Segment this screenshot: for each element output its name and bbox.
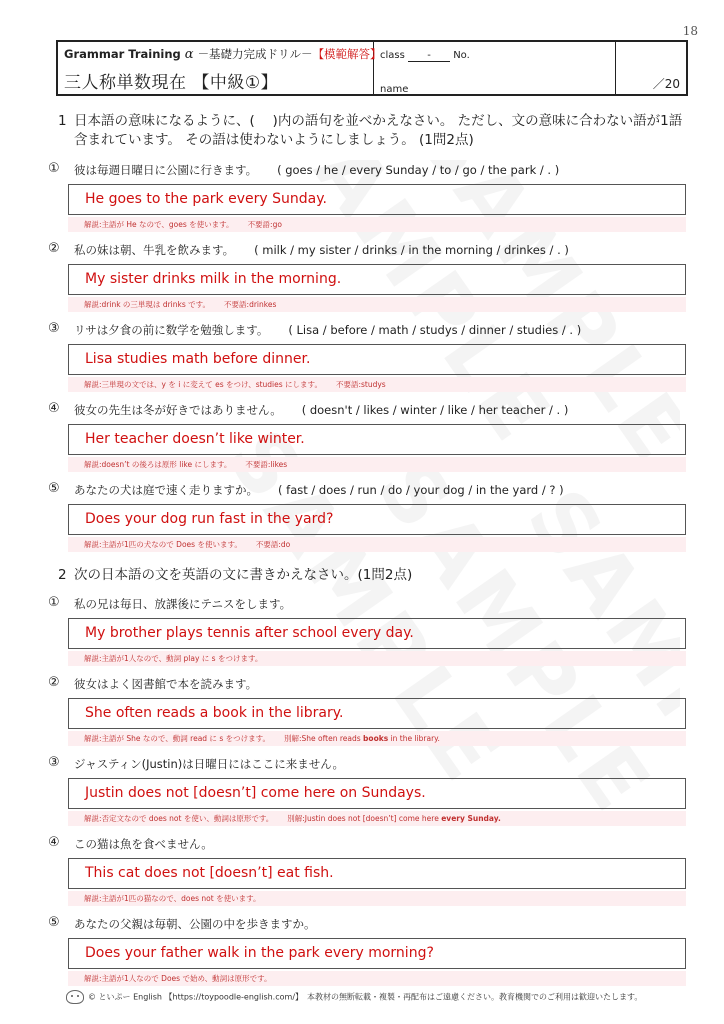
- question-number: ②: [48, 241, 60, 256]
- explanation: 解説:主語が1人なので Does で始め、動詞は原形です。: [68, 971, 686, 986]
- footer: [66, 990, 642, 1004]
- question-number: ①: [48, 595, 60, 610]
- section2-number: 2: [58, 567, 67, 583]
- question-number: ④: [48, 401, 60, 416]
- answer-box: My sister drinks milk in the morning.: [68, 264, 686, 295]
- question-japanese: 私の兄は毎日、放課後にテニスをします。: [74, 597, 292, 611]
- s1-question-1: [48, 161, 688, 229]
- series-prefix: Grammar Training: [64, 47, 181, 61]
- answer-box: Her teacher doesn’t like winter.: [68, 424, 686, 455]
- explanation: 解説:三単現の文では、y を i に変えて es をつけ、studies にします。 不要語:studys: [68, 377, 686, 392]
- answer-box: Justin does not [doesn’t] come here on Sundays.: [68, 778, 686, 809]
- question-number: ①: [48, 161, 60, 176]
- question-japanese: 彼女はよく図書館で本を読みます。: [74, 677, 258, 691]
- series-title: [64, 46, 382, 62]
- question-japanese: 私の妹は朝、牛乳を飲みます。: [74, 243, 235, 257]
- section1-line1: 日本語の意味になるように、( )内の語句を並べかえなさい。 ただし、文の意味に合わない語が1語: [74, 113, 683, 129]
- s1-question-5: [48, 481, 688, 549]
- s2-question-1: [48, 595, 688, 663]
- class-value: -: [408, 50, 450, 62]
- answer-box: She often reads a book in the library.: [68, 698, 686, 729]
- question-number: ②: [48, 675, 60, 690]
- poodle-logo-icon: [66, 990, 84, 1004]
- explanation: 解説:主語が1匹の猫なので、does not を使います。: [68, 891, 686, 906]
- word-choices: ( goes / he / every Sunday / to / go / the park / . ): [277, 163, 560, 177]
- section1-instruction: [58, 112, 682, 150]
- word-choices: ( milk / my sister / drinks / in the morning / drinkes / . ): [254, 243, 569, 257]
- explanation: 解説:主語が He なので、goes を使います。 不要語:go: [68, 217, 686, 232]
- no-label: No.: [453, 50, 470, 61]
- answer-tag: 【模範解答】: [312, 47, 382, 61]
- question-number: ④: [48, 835, 60, 850]
- question-japanese: あなたの父親は毎朝、公園の中を歩きますか。: [74, 917, 316, 931]
- name-label: name: [380, 84, 409, 95]
- page-number: 18: [682, 24, 698, 38]
- title-cell: [58, 42, 382, 94]
- explanation: 解説:主語が1人なので、動詞 play に s をつけます。: [68, 651, 686, 666]
- footer-text: © といぷー English 【https://toypoodle-english.com/】 本教材の無断転載・複製・再配布はご遠慮ください。教育機関でのご利用は歓迎いたします。: [88, 992, 643, 1002]
- section2-instruction: [58, 566, 412, 585]
- question-number: ⑤: [48, 481, 60, 496]
- explanation: 解説:主語が She なので、動詞 read に s をつけます。 別解:She often reads books in the library.: [68, 731, 686, 746]
- class-label: class: [380, 50, 405, 61]
- answer-box: He goes to the park every Sunday.: [68, 184, 686, 215]
- word-choices: ( fast / does / run / do / your dog / in the yard / ? ): [278, 483, 564, 497]
- answer-box: Does your dog run fast in the yard?: [68, 504, 686, 535]
- alpha-symbol: α: [184, 47, 194, 62]
- score-cell: [616, 42, 686, 94]
- explanation: 解説:doesn’t の後ろは原形 like にします。 不要語:likes: [68, 457, 686, 472]
- worksheet-header: [56, 40, 688, 96]
- s1-question-4: [48, 401, 688, 469]
- word-choices: ( Lisa / before / math / studys / dinner / studies / . ): [288, 323, 582, 337]
- explanation: 解説:主語が1匹の犬なので Does を使います。 不要語:do: [68, 537, 686, 552]
- question-number: ③: [48, 321, 60, 336]
- s2-question-5: [48, 915, 688, 983]
- question-japanese: 彼女の先生は冬が好きではありません。: [74, 403, 282, 417]
- class-name-cell: [374, 42, 616, 94]
- explanation: 解説:drink の三単現は drinks です。 不要語:drinkes: [68, 297, 686, 312]
- question-japanese: この猫は魚を食べません。: [74, 837, 213, 851]
- question-japanese: ジャスティン(Justin)は日曜日にはここに来ません。: [74, 757, 344, 771]
- answer-box: My brother plays tennis after school every day.: [68, 618, 686, 649]
- class-field: [380, 50, 470, 62]
- s2-question-2: [48, 675, 688, 743]
- question-number: ③: [48, 755, 60, 770]
- word-choices: ( doesn't / likes / winter / like / her teacher / . ): [301, 403, 569, 417]
- question-number: ⑤: [48, 915, 60, 930]
- answer-box: Does your father walk in the park every morning?: [68, 938, 686, 969]
- question-japanese: リサは夕食の前に数学を勉強します。: [74, 323, 269, 337]
- section1-number: 1: [58, 113, 67, 129]
- score-total: ／20: [652, 77, 680, 91]
- s1-question-3: [48, 321, 688, 389]
- section1-line2: 含まれています。 その語は使わないようにしましょう。 (1問2点): [74, 132, 474, 148]
- section2-text: 次の日本語の文を英語の文に書きかえなさい。(1問2点): [74, 567, 413, 583]
- explanation: 解説:否定文なので does not を使い、動詞は原形です。 別解:Justin does not [doesn’t] come here every Sunday.: [68, 811, 686, 826]
- answer-box: Lisa studies math before dinner.: [68, 344, 686, 375]
- question-japanese: 彼は毎週日曜日に公園に行きます。: [74, 163, 258, 177]
- question-japanese: あなたの犬は庭で速く走りますか。: [74, 483, 258, 497]
- s1-question-2: [48, 241, 688, 309]
- answer-box: This cat does not [doesn’t] eat fish.: [68, 858, 686, 889]
- s2-question-4: [48, 835, 688, 903]
- worksheet-title: 三人称単数現在 【中級①】: [64, 73, 279, 93]
- series-suffix: －基礎力完成ドリル－: [197, 47, 313, 61]
- s2-question-3: [48, 755, 688, 823]
